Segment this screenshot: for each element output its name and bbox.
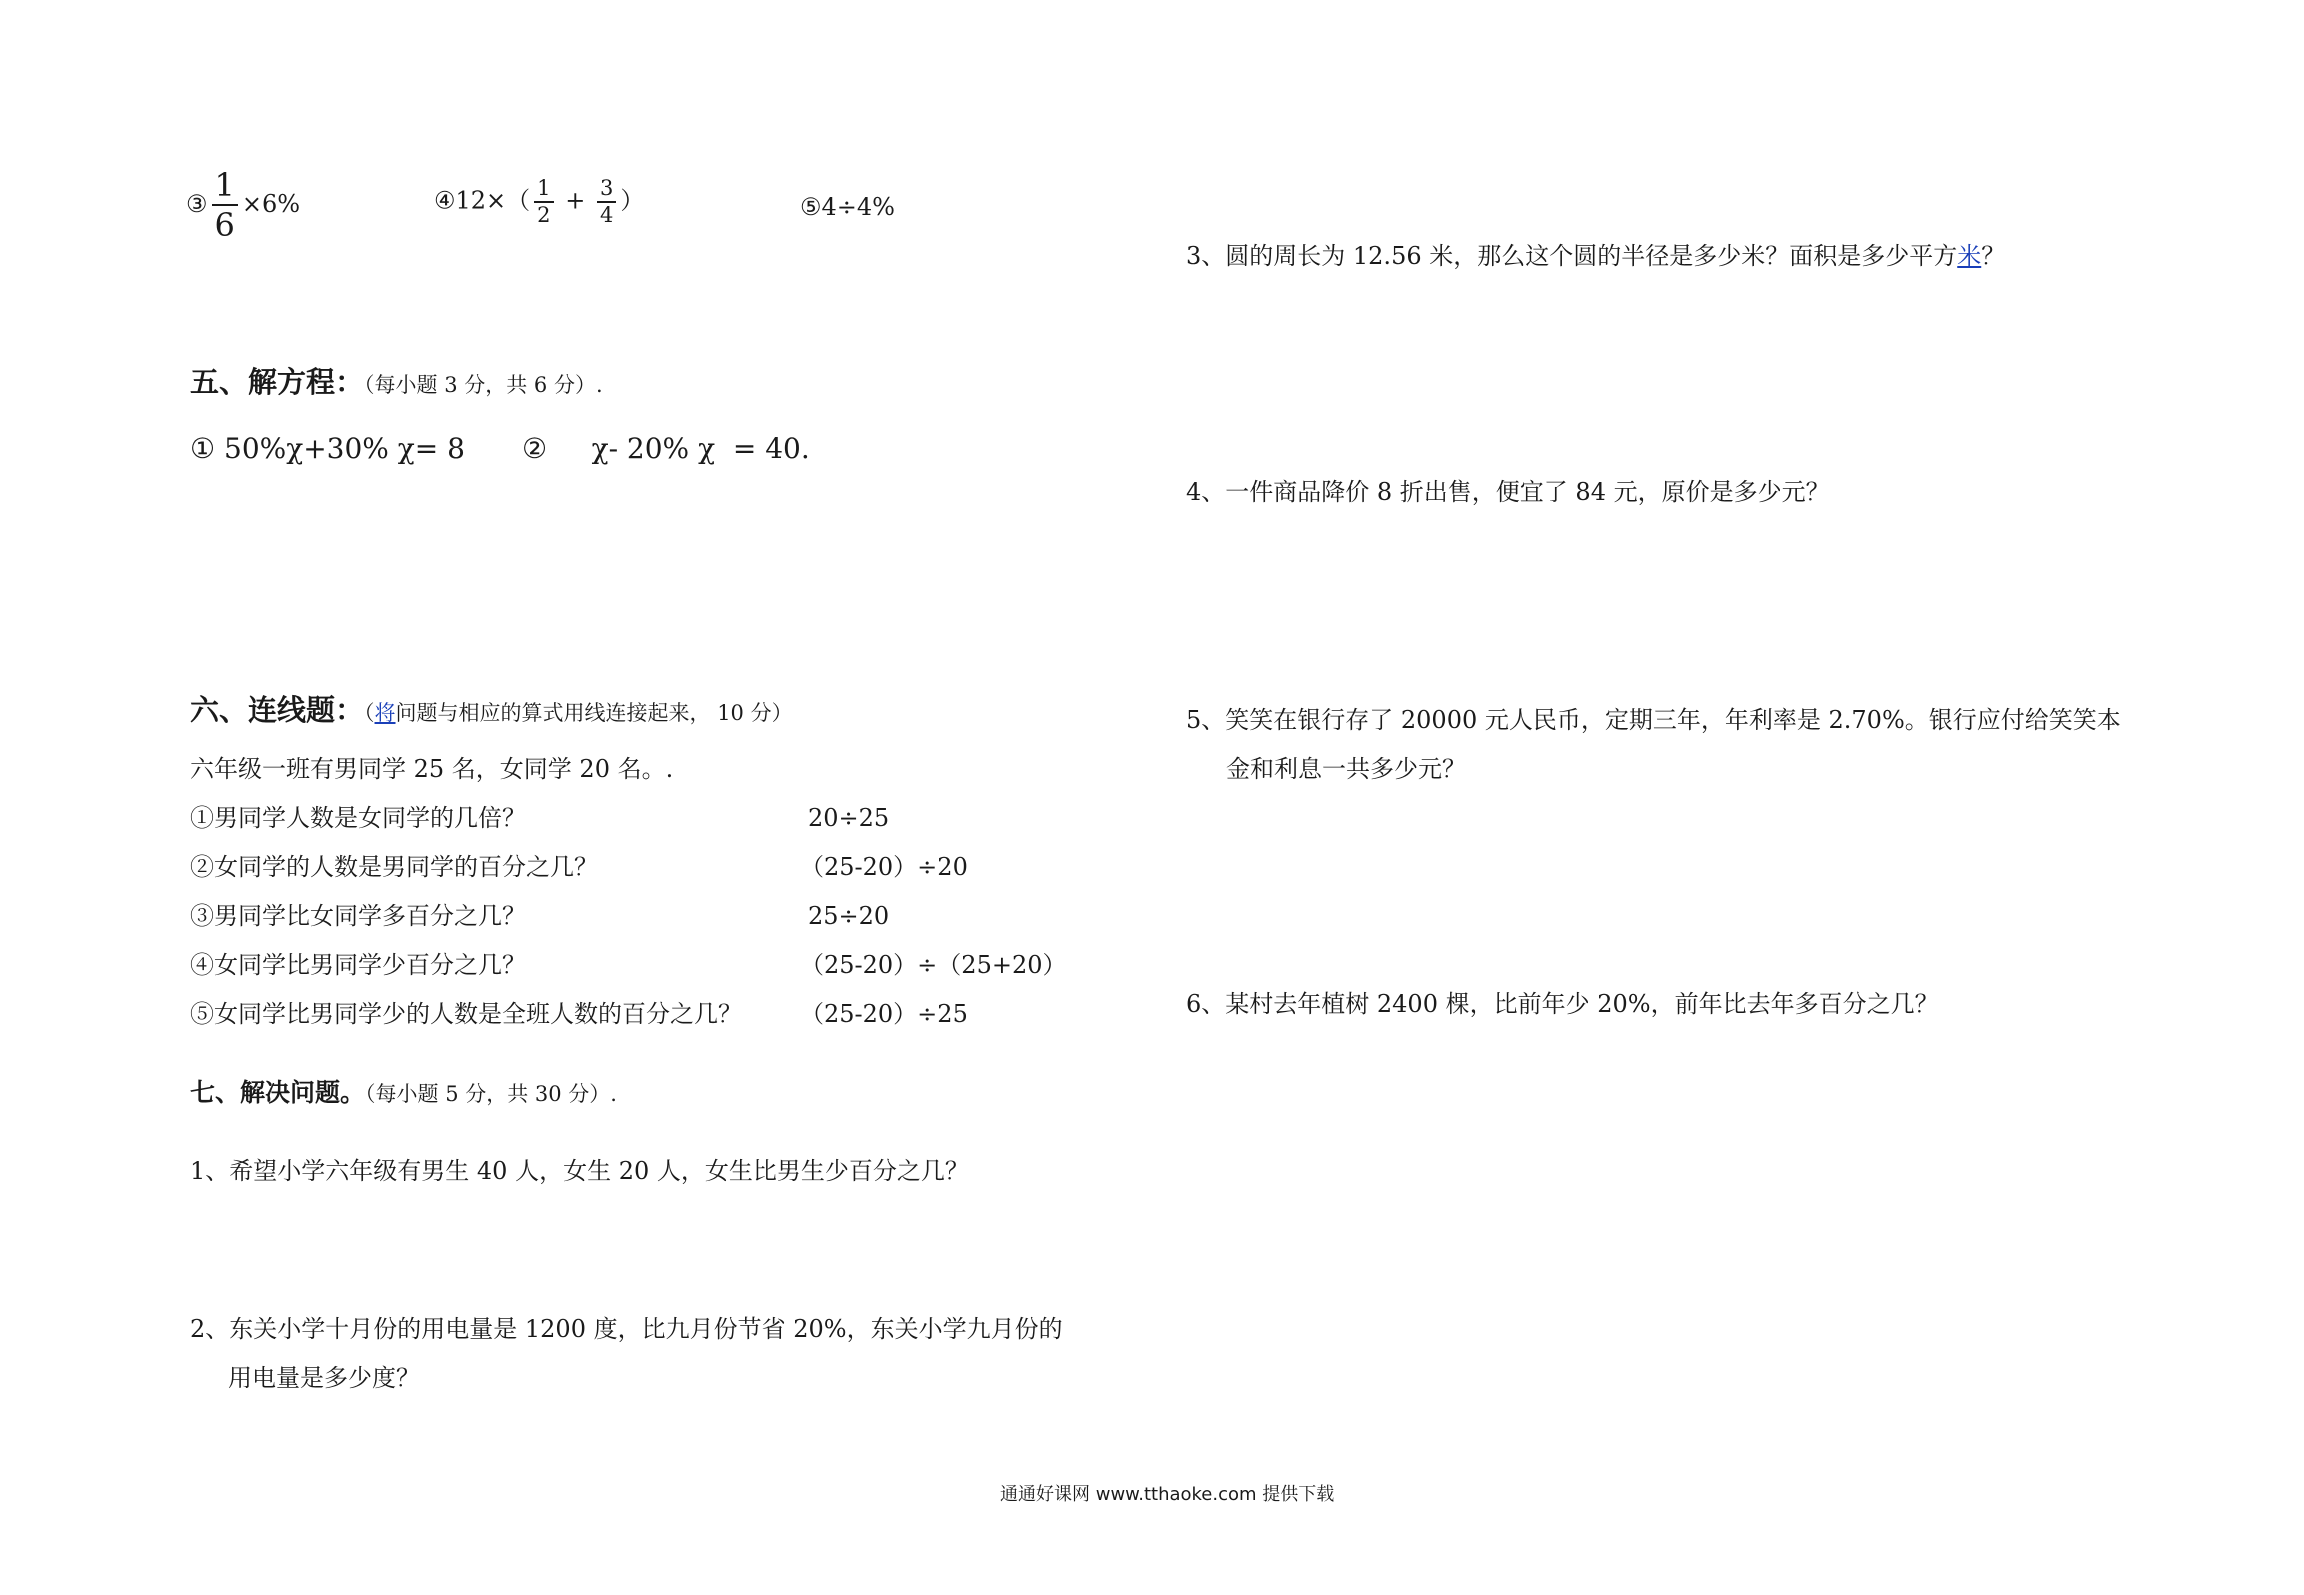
match-formula-3: 25÷20 [808, 902, 890, 930]
fraction-numerator: 1 [212, 166, 238, 206]
section7-heading [190, 1078, 617, 1108]
problem-5-line1: 5、笑笑在银行存了 20000 元人民币，定期三年，年利率是 2.70%。银行应付给笑笑本 [1186, 706, 2121, 734]
match-question-1: ①男同学人数是女同学的几倍？ [190, 804, 526, 832]
fraction-one-sixth [212, 166, 238, 245]
section6-note-rest: 问题与相应的算式用线连接起来， 10 分） [395, 701, 793, 725]
calc-item-4 [434, 176, 644, 228]
item4-prefix: ④12×（ [434, 186, 531, 215]
fraction-three-quarters [597, 176, 616, 228]
fraction-denominator: 4 [599, 203, 614, 228]
equation-2: ② χ- 20% χ = 40. [522, 432, 810, 465]
match-formula-5: （25-20）÷25 [800, 1000, 968, 1028]
plus-sign: + [565, 186, 586, 215]
fraction-numerator: 1 [534, 176, 553, 203]
problem-3-text: 3、圆的周长为 12.56 米，那么这个圆的半径是多少米？面积是多少平方 [1186, 242, 1958, 270]
fraction-numerator: 3 [597, 176, 616, 203]
problem-6: 6、某村去年植树 2400 棵，比前年少 20%，前年比去年多百分之几？ [1186, 990, 1939, 1018]
section5-note: （每小题 3 分，共 6 分）. [364, 373, 603, 397]
problem-1: 1、希望小学六年级有男生 40 人，女生 20 人，女生比男生少百分之几？ [190, 1157, 969, 1185]
match-formula-4: （25-20）÷（25+20） [800, 951, 1067, 979]
fraction-denominator: 6 [214, 206, 235, 245]
problem-3-end: ？ [1981, 242, 2006, 270]
match-formula-1: 20÷25 [808, 804, 890, 832]
section6-note-link[interactable]: 将 [374, 701, 396, 725]
match-question-5: ⑤女同学比男同学少的人数是全班人数的百分之几？ [190, 1000, 742, 1028]
section7-note: （每小题 5 分，共 30 分）. [365, 1082, 617, 1106]
section6-heading [190, 693, 793, 728]
section5-title: 五、解方程： [190, 365, 365, 399]
item4-suffix: ） [620, 186, 645, 215]
problem-2-line2: 用电量是多少度？ [228, 1364, 420, 1392]
problem-2-line1: 2、东关小学十月份的用电量是 1200 度，比九月份节省 20%，东关小学九月份的 [190, 1315, 1063, 1343]
item3-prefix: ③ [186, 189, 208, 218]
section6-note-prefix: （ [364, 701, 375, 725]
fraction-denominator: 2 [537, 203, 551, 228]
item3-suffix: ×6% [241, 189, 301, 218]
problem-5-line2: 金和利息一共多少元？ [1226, 755, 1466, 783]
equation-1: ① 50%χ+30% χ= 8 [190, 432, 465, 465]
problem-4: 4、一件商品降价 8 折出售，便宜了 84 元，原价是多少元？ [1186, 478, 1830, 506]
match-question-2: ②女同学的人数是男同学的百分之几？ [190, 853, 598, 881]
section6-intro: 六年级一班有男同学 25 名，女同学 20 名。. [190, 755, 674, 783]
calc-item-3 [186, 166, 300, 245]
match-formula-2: （25-20）÷20 [800, 853, 968, 881]
page-footer: 通通好课网 www.tthaoke.com 提供下载 [1000, 1484, 1335, 1505]
calc-item-5: ⑤4÷4% [800, 193, 895, 221]
match-question-4: ④女同学比男同学少百分之几？ [190, 951, 526, 979]
match-question-3: ③男同学比女同学多百分之几？ [190, 902, 526, 930]
problem-3 [1186, 242, 2005, 271]
section6-title: 六、连线题： [190, 693, 365, 727]
fraction-one-half [534, 176, 553, 228]
section5-heading [190, 365, 603, 400]
problem-3-link[interactable]: 米 [1957, 242, 1982, 270]
section7-title: 七、解决问题。 [190, 1078, 366, 1107]
